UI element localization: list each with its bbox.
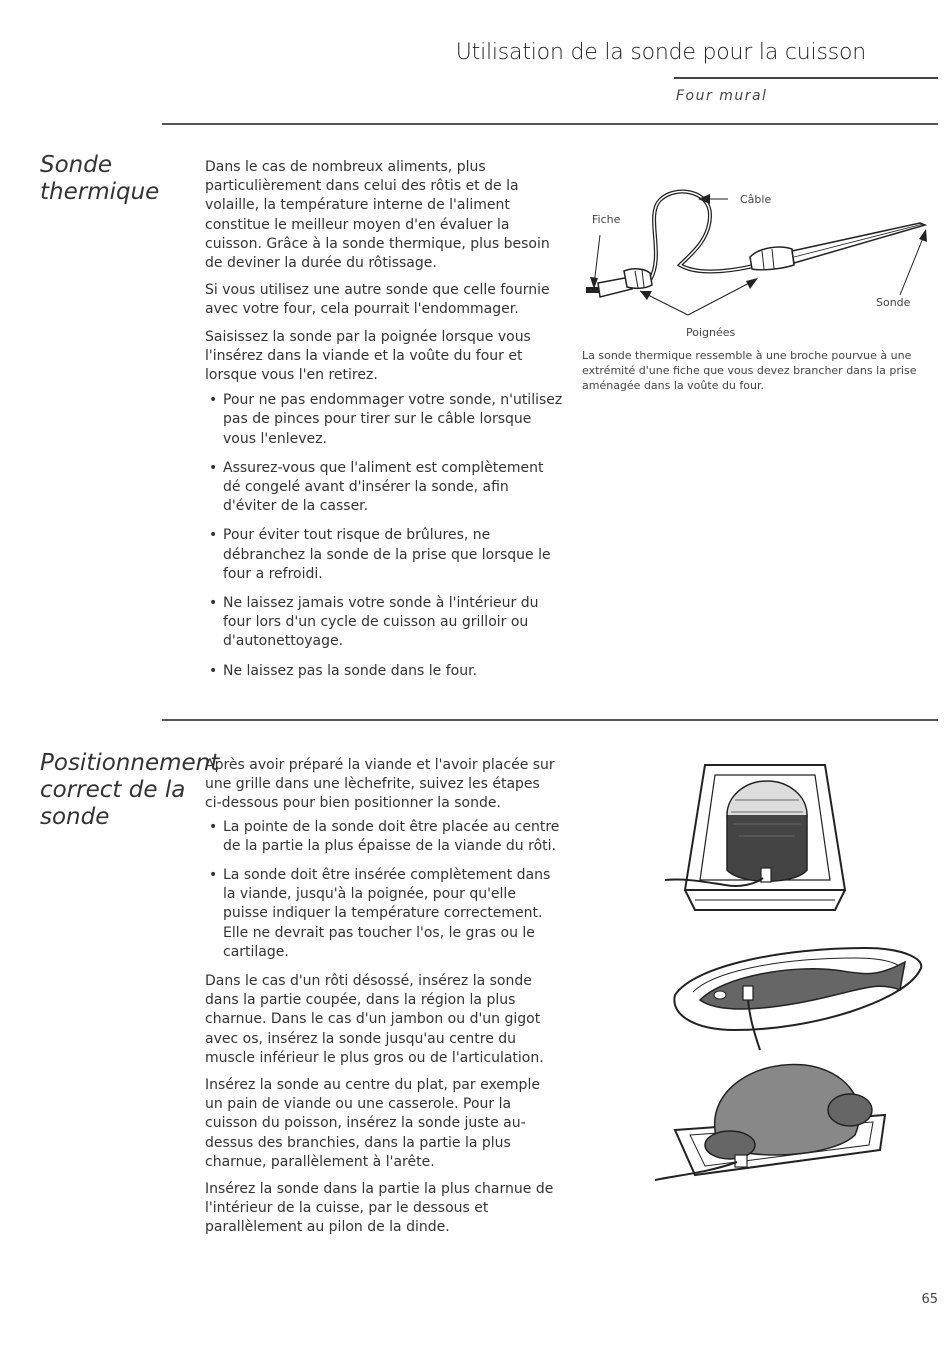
turkey-probe-illustration: [655, 1050, 900, 1190]
section1-paragraph: Dans le cas de nombreux aliments, plus particulièrement dans celui des rôtis et de la volaille, la température interne de l'aliment constitue le meilleur moyen d'en évaluer la cuisson. Grâce à la sonde thermique, plus besoin de deviner la durée du rôtissage.: [205, 159, 550, 272]
fish-probe-illustration: [665, 930, 930, 1060]
label-sonde: Sonde: [876, 296, 911, 309]
section2-title-line3: sonde: [40, 804, 110, 830]
page-number: 65: [921, 1292, 938, 1307]
section1-bullet-list: [205, 391, 565, 681]
section1-title-line2: thermique: [40, 179, 160, 205]
section2-rule: [162, 719, 938, 721]
page-header-subtitle: Four mural: [676, 88, 768, 104]
label-fiche: Fiche: [592, 213, 621, 226]
section1-title: [40, 152, 159, 206]
section1-paragraph: Si vous utilisez une autre sonde que celle fournie avec votre four, cela pourrait l'endommager.: [205, 282, 550, 318]
section2-title-line2: correct de la: [40, 777, 186, 803]
list-item: • Ne laissez jamais votre sonde à l'intérieur du four lors d'un cycle de cuisson au grilloir ou d'autonettoyage.: [205, 594, 565, 652]
section2-bullet-list: [205, 818, 560, 962]
section1-body: [205, 158, 565, 691]
section2-intro: Après avoir préparé la viande et l'avoir placée sur une grille dans une lèchefrite, suivez les étapes ci-dessous pour bien positionner la sonde.: [205, 757, 555, 812]
probe-diagram-illustration: [580, 185, 940, 345]
label-cable: Câble: [740, 193, 772, 206]
section2-paragraph: Insérez la sonde dans la partie la plus charnue de l'intérieur de la cuisse, par le dessous et parallèlement au pilon de la dinde.: [205, 1181, 554, 1236]
list-item: • Ne laissez pas la sonde dans le four.: [205, 662, 565, 681]
section1-rule: [162, 123, 938, 125]
section2-paragraph: Insérez la sonde au centre du plat, par exemple un pain de viande ou une casserole. Pour la cuisson du poisson, insérez la sonde juste au-dessus des branchies, dans la partie la plus charnue, parallèlement à l'arête.: [205, 1077, 540, 1170]
list-item: • Pour ne pas endommager votre sonde, n'utilisez pas de pinces pour tirer sur le câble lorsque vous l'enlevez.: [205, 391, 565, 449]
section2-paragraph: Dans le cas d'un rôti désossé, insérez la sonde dans la partie coupée, dans la région la plus charnue. Dans le cas d'un jambon ou d'un gigot avec os, insérez la sonde jusqu'au centre du muscle inférieur le plus gros ou de l'articulation.: [205, 973, 544, 1066]
page-header-title: Utilisation de la sonde pour la cuisson: [455, 40, 866, 65]
roast-probe-illustration: [665, 760, 865, 920]
list-item: • Pour éviter tout risque de brûlures, ne débranchez la sonde de la prise que lorsque le four a refroidi.: [205, 526, 565, 584]
diagram-caption: La sonde thermique ressemble à une broche pourvue à une extrémité d'une fiche que vous devez brancher dans la prise aménagée dans la voûte du four.: [582, 349, 917, 392]
section1-paragraph: Saisissez la sonde par la poignée lorsque vous l'insérez dans la viande et la voûte du four et lorsque vous l'en retirez.: [205, 328, 531, 384]
label-poignees: Poignées: [686, 326, 736, 339]
list-item: • La pointe de la sonde doit être placée au centre de la partie la plus épaisse de la viande du rôti.: [205, 818, 560, 856]
section2-body: [205, 756, 560, 1246]
section2-title: [40, 750, 219, 831]
list-item: • Assurez-vous que l'aliment est complètement dé congelé avant d'insérer la sonde, afin d'éviter de la casser.: [205, 459, 565, 517]
list-item: • La sonde doit être insérée complètement dans la viande, jusqu'à la poignée, pour qu'elle puisse indiquer la température correctement. Elle ne devrait pas toucher l'os, le gras ou le cartilage.: [205, 866, 560, 962]
section1-title-line1: Sonde: [40, 152, 112, 178]
header-rule: [674, 77, 938, 79]
section2-title-line1: Positionnement: [40, 750, 220, 776]
